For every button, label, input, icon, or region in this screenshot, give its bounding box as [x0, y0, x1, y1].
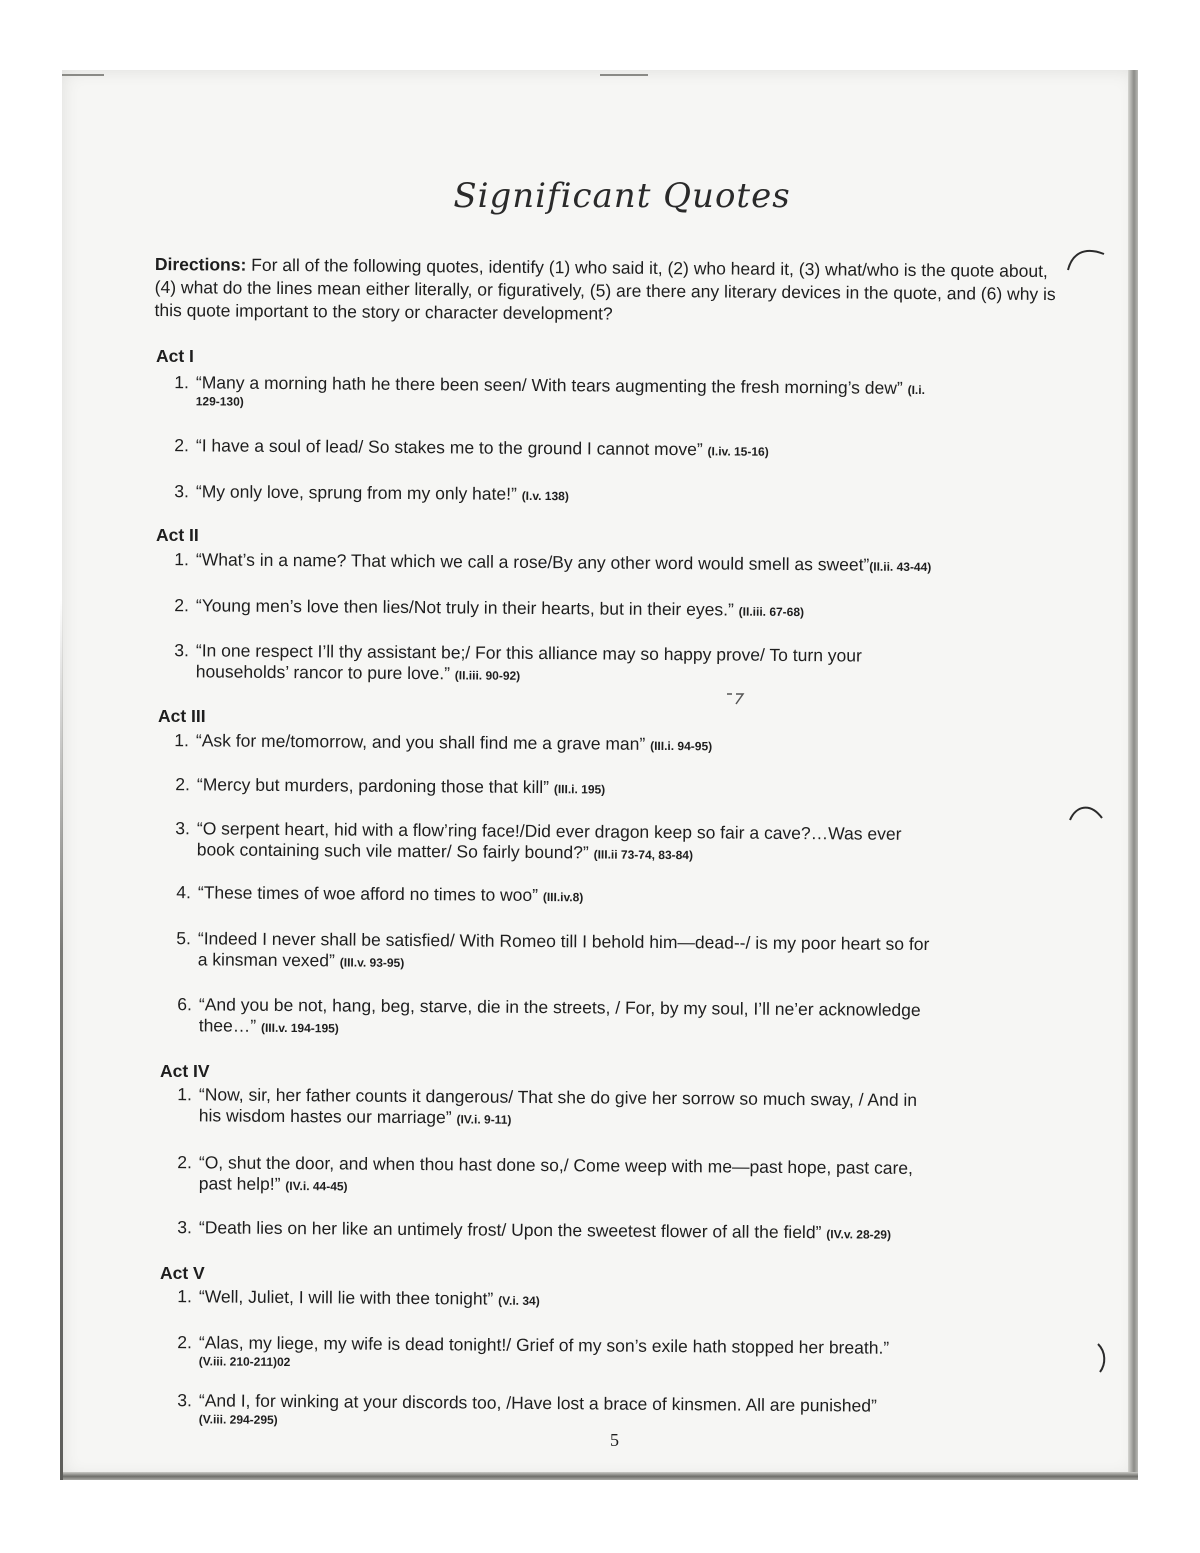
quote-citation: (IV.i. 9-11)	[456, 1112, 512, 1127]
quote-text-cont: past help!”	[198, 1173, 281, 1194]
punch-hole-mark	[1092, 1340, 1112, 1376]
quote-number: 4.	[176, 882, 191, 903]
quote-citation: (II.ii. 43-44)	[869, 559, 932, 575]
directions-text: For all of the following quotes, identify (1) who said it, (2) who heard it, (3) what/who is the quote about, (4) what do the lines mean either literally, or figuratively, (5) are there any literary devices in the quote, and (6) why is this quote important to the story or character development?	[154, 254, 1056, 324]
quote-text-cont: households’ rancor to pure love.”	[195, 661, 451, 684]
quote-text: “Mercy but murders, pardoning those that kill”	[196, 774, 550, 798]
page-number: 5	[610, 1430, 619, 1450]
quote-text: “Now, sir, her father counts it dangerous/ That she do give her sorrow so much sway, / And in	[198, 1084, 918, 1110]
quote-text: “I have a soul of lead/ So stakes me to the ground I cannot move”	[195, 435, 703, 460]
quote-citation: (I.iv. 15-16)	[707, 444, 769, 459]
quote-number: 1.	[174, 730, 189, 751]
act-heading-4: Act IV	[160, 1061, 210, 1081]
quote-text: “Young men’s love then lies/Not truly in their hearts, but in their eyes.”	[195, 595, 734, 620]
scan-mark	[62, 74, 104, 76]
punch-hole-mark	[1064, 244, 1108, 274]
quote-text: “These times of woe afford no times to woo”	[197, 882, 539, 905]
quote-text: “In one respect I’ll thy assistant be;/ For this alliance may so happy prove/ To turn your	[195, 640, 862, 666]
quote-citation: (IV.i. 44-45)	[285, 1179, 348, 1194]
quote-text-cont: his wisdom hastes our marriage”	[198, 1105, 452, 1128]
quote-citation: (I.v. 138)	[521, 488, 569, 504]
quote-citation: (III.iv.8)	[542, 890, 584, 905]
quote-number: 2.	[177, 1332, 192, 1353]
act-heading-2: Act II	[156, 525, 199, 545]
scan-mark	[600, 74, 648, 76]
paper-edge-left	[60, 600, 63, 1480]
quote-number: 2.	[177, 1152, 192, 1173]
quote-number: 1.	[174, 372, 189, 393]
quote-text: “Ask for me/tomorrow, and you shall find me a grave man”	[195, 730, 646, 754]
quote-number: 3.	[174, 481, 189, 502]
act-heading-1: Act I	[156, 346, 194, 366]
quote-citation: (II.iii. 90-92)	[454, 668, 521, 683]
quote-citation-cont: 129-130)	[195, 394, 244, 409]
quote-citation: (V.iii. 294-295)	[198, 1412, 278, 1427]
quote-text-cont: book containing such vile matter/ So fairly bound?”	[196, 839, 589, 863]
page-title: Significant Quotes	[453, 176, 791, 216]
quote-number: 3.	[175, 818, 190, 839]
quote-text: “What’s in a name? That which we call a rose/By any other word would smell as sweet”	[195, 549, 870, 575]
quote-number: 3.	[177, 1390, 192, 1411]
quote-citation: (III.i. 94-95)	[650, 738, 713, 754]
quote-number: 3.	[177, 1217, 192, 1238]
quote-text: “And you be not, hang, beg, starve, die in the streets, / For, by my soul, I’ll ne’er acknowledge	[198, 994, 921, 1020]
quote-citation: (III.v. 93-95)	[339, 955, 405, 970]
quote-text: “My only love, sprung from my only hate!”	[195, 481, 517, 504]
quote-number: 2.	[175, 774, 190, 795]
quote-citation: (III.v. 194-195)	[260, 1020, 339, 1036]
quote-citation: (V.iii. 210-211)02	[198, 1354, 291, 1370]
quote-text: “Death lies on her like an untimely frost/ Upon the sweetest flower of all the field”	[198, 1217, 822, 1243]
directions-label: Directions:	[154, 253, 247, 275]
quote-text-cont: thee…”	[198, 1015, 257, 1036]
paper-edge-bottom	[62, 1472, 1138, 1480]
quote-citation: (IV.v. 28-29)	[826, 1227, 892, 1242]
quote-citation: (II.iii. 67-68)	[738, 604, 805, 620]
quote-text-cont: a kinsman vexed”	[197, 949, 335, 971]
stray-mark	[724, 690, 746, 706]
quote-text: “And I, for winking at your discords too, /Have lost a brace of kinsmen. All are punished”	[198, 1390, 877, 1416]
quote-text: “Alas, my liege, my wife is dead tonight!/ Grief of my son’s exile hath stopped her breath.”	[198, 1332, 890, 1358]
punch-hole-mark	[1066, 800, 1106, 826]
quote-number: 3.	[174, 640, 189, 661]
quote-citation: (V.i. 34)	[498, 1293, 540, 1308]
act-heading-3: Act III	[158, 706, 206, 726]
quote-number: 1.	[177, 1084, 192, 1105]
paper-edge-right	[1128, 70, 1138, 1480]
quote-text: “Many a morning hath he there been seen/ With tears augmenting the fresh morning’s dew”	[195, 372, 903, 398]
quote-citation: (I.i.	[907, 382, 926, 398]
quote-number: 5.	[176, 928, 191, 949]
quote-text: “Indeed I never shall be satisfied/ With Romeo till I behold him—dead--/ is my poor heart so for	[197, 928, 930, 955]
quote-number: 2.	[174, 595, 189, 616]
quote-text: “Well, Juliet, I will lie with thee tonight”	[198, 1286, 494, 1309]
quote-citation: (III.i. 195)	[553, 782, 606, 797]
quote-number: 2.	[174, 435, 189, 456]
directions	[154, 253, 1060, 329]
quote-text: “O serpent heart, hid with a flow’ring face!/Did ever dragon keep so fair a cave?…Was ever	[196, 818, 902, 844]
quote-number: 1.	[177, 1286, 192, 1307]
quote-text: “O, shut the door, and when thou hast done so,/ Come weep with me—past hope, past care,	[198, 1152, 914, 1178]
act-heading-5: Act V	[160, 1263, 205, 1283]
quote-number: 1.	[174, 549, 189, 570]
quote-number: 6.	[177, 994, 192, 1015]
quote-citation: (III.ii 73-74, 83-84)	[593, 847, 694, 863]
